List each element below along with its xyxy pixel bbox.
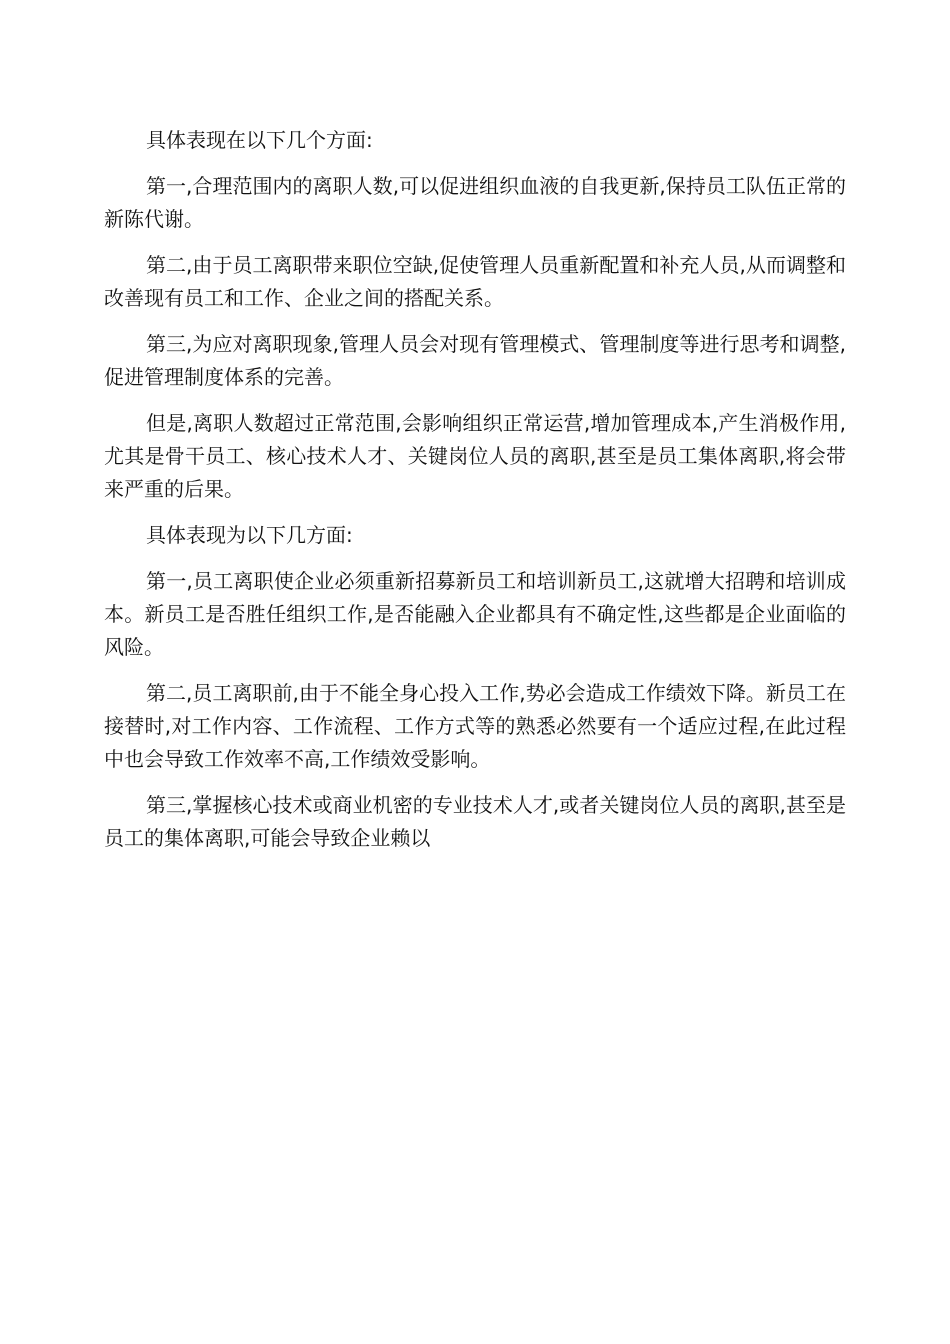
paragraph-positive-3: 第三,为应对离职现象,管理人员会对现有管理模式、管理制度等进行思考和调整,促进管理制度体系的完善。 xyxy=(104,332,846,389)
paragraph-intro-negative: 具体表现为以下几方面: xyxy=(146,523,353,547)
document-body xyxy=(104,124,846,868)
paragraph-positive-1: 第一,合理范围内的离职人数,可以促进组织血液的自我更新,保持员工队伍正常的新陈代谢。 xyxy=(104,174,846,231)
paragraph-positive-2: 第二,由于员工离职带来职位空缺,促使管理人员重新配置和补充人员,从而调整和改善现有员工和工作、企业之间的搭配关系。 xyxy=(104,253,846,310)
paragraph-transition: 但是,离职人数超过正常范围,会影响组织正常运营,增加管理成本,产生消极作用,尤其是骨干员工、核心技术人才、关键岗位人员的离职,甚至是员工集体离职,将会带来严重的后果。 xyxy=(104,411,846,501)
paragraph-negative-2: 第二,员工离职前,由于不能全身心投入工作,势必会造成工作绩效下降。新员工在接替时,对工作内容、工作流程、工作方式等的熟悉必然要有一个适应过程,在此过程中也会导致工作效率不高,工作绩效受影响。 xyxy=(104,681,846,771)
paragraph-negative-3: 第三,掌握核心技术或商业机密的专业技术人才,或者关键岗位人员的离职,甚至是员工的集体离职,可能会导致企业赖以 xyxy=(104,793,846,850)
paragraph-intro-positive: 具体表现在以下几个方面: xyxy=(146,128,373,152)
paragraph-negative-1: 第一,员工离职使企业必须重新招募新员工和培训新员工,这就增大招聘和培训成本。新员工是否胜任组织工作,是否能融入企业都具有不确定性,这些都是企业面临的风险。 xyxy=(104,569,846,659)
